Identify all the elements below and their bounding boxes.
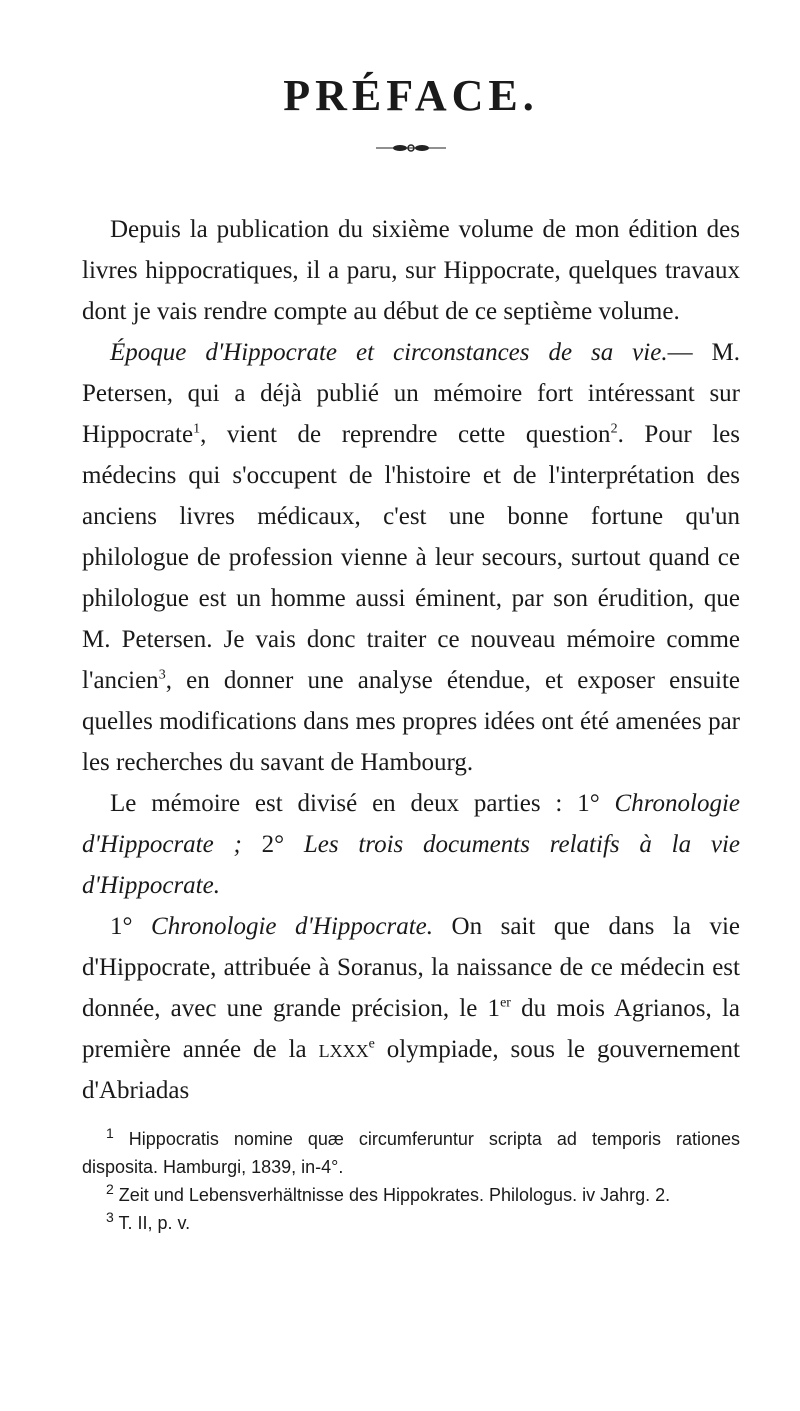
footnote-2: $^2$ Zeit und Lebensverhältnisse des Hippokrates. Philologus. iv Jahrg. 2. xyxy=(106,1181,671,1205)
ornament-icon xyxy=(376,143,446,153)
footnote-3: $^3$ T. II, p. v. xyxy=(106,1209,191,1233)
footnote-ref-2: 2 xyxy=(610,421,618,437)
footnote-ref-3: 3 xyxy=(158,667,166,683)
main-text xyxy=(82,209,740,1111)
paragraph-epoque: Époque d'Hippocrate et circonstances de sa vie.— M. Petersen, qui a déjà publié un mémoire fort intéressant sur Hippocrate$^1$, vient de reprendre cette question$^2$. Pour les médecins qui s'occupent de l'histoire et de l'interprétation des anciens livres médicaux, c'est une bonne fortune qu'un philologue de profession vienne à leur secours, surtout quand ce philologue est un homme aussi éminent, par son érudition, que M. Petersen. Je vais donc traiter ce nouveau mémoire comme l'ancien$^3$, en donner une analyse étendue, et exposer ensuite quelles modifications dans mes propres idées ont été amenées par les recherches du savant de Hambourg. xyxy=(82,339,741,776)
paragraph-intro: Depuis la publication du sixième volume de mon édition des livres hippocratiques, il a paru, sur Hippocrate, quelques travaux dont je vais rendre compte au début de ce septième volume. xyxy=(82,216,740,325)
section-title: Époque d'Hippocrate et circonstances de sa vie. xyxy=(110,339,668,366)
footnote-ref-1: 1 xyxy=(193,421,201,437)
footnote-1: $^1$ Hippocratis nomine quæ circumferuntur scripta ad temporis rationes disposita. Hamburgi, 1839, in-4°. xyxy=(82,1125,740,1177)
footnotes xyxy=(82,1125,740,1237)
decorative-ornament xyxy=(82,143,740,153)
page-title: PRÉFACE. xyxy=(283,71,539,120)
paragraph-division: Le mémoire est divisé en deux parties : 1° Chronologie d'Hippocrate ; 2° Les trois documents relatifs à la vie d'Hippocrate. xyxy=(82,790,740,899)
paragraph-chronologie: 1° Chronologie d'Hippocrate. On sait que dans la vie d'Hippocrate, attribuée à Soranus, la naissance de ce médecin est donnée, avec une grande précision, le 1er du mois Agrianos, la première année de la lxxx$^e$ olympiade, sous le gouvernement d'Abriadas xyxy=(82,913,741,1104)
